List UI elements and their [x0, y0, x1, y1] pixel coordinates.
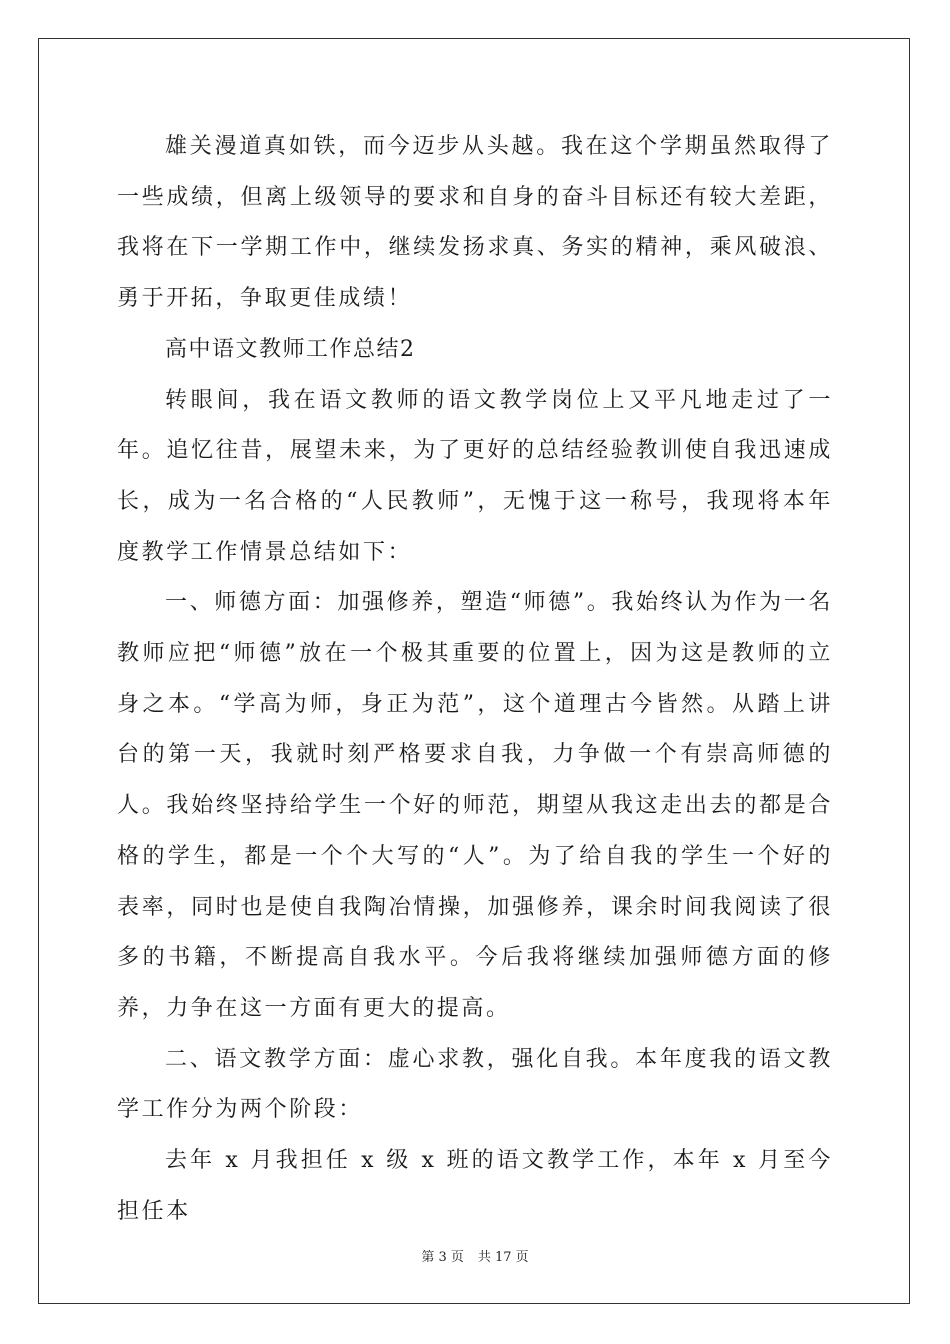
page-total: 共 17 页 [477, 1250, 529, 1265]
section-title: 高中语文教师工作总结2 [165, 336, 416, 362]
paragraph-ethics: 一、师德方面：加强修养，塑造“师德”。我始终认为作为一名教师应把“师德”放在一个极其重要的位置上，因为这是教师的立身之本。“学高为师，身正为范”，这个道理古今皆然。从踏上讲台的第一天，我就时刻严格要求自我，力争做一个有崇高师德的人。我始终坚持给学生一个好的师范，期望从我这走出去的都是合格的学生，都是一个个大写的“人”。为了给自我的学生一个好的表率，同时也是使自我陶冶情操，加强修养，课余时间我阅读了很多的书籍，不断提高自我水平。今后我将继续加强师德方面的修养，力争在这一方面有更大的提高。 [117, 590, 833, 1021]
paragraph-conclusion: 雄关漫道真如铁，而今迈步从头越。我在这个学期虽然取得了一些成绩，但离上级领导的要求和自身的奋斗目标还有较大差距，我将在下一学期工作中，继续发扬求真、务实的精神，乘风破浪、勇于开拓，争取更佳成绩！ [117, 134, 833, 312]
page-number: 第 3 页 [421, 1250, 464, 1265]
paragraph-intro: 转眼间，我在语文教师的语文教学岗位上又平凡地走过了一年。追忆往昔，展望未来，为了更好的总结经验教训使自我迅速成长，成为一名合格的“人民教师”，无愧于这一称号，我现将本年度教学工作情景总结如下： [117, 387, 833, 565]
paragraph-teaching: 二、语文教学方面：虚心求教，强化自我。本年度我的语文教学工作分为两个阶段： [117, 1046, 833, 1123]
page-footer [0, 1246, 950, 1265]
paragraph-last: 去年 x 月我担任 x 级 x 班的语文教学工作，本年 x 月至今担任本 [117, 1148, 833, 1224]
document-body [117, 122, 833, 1237]
